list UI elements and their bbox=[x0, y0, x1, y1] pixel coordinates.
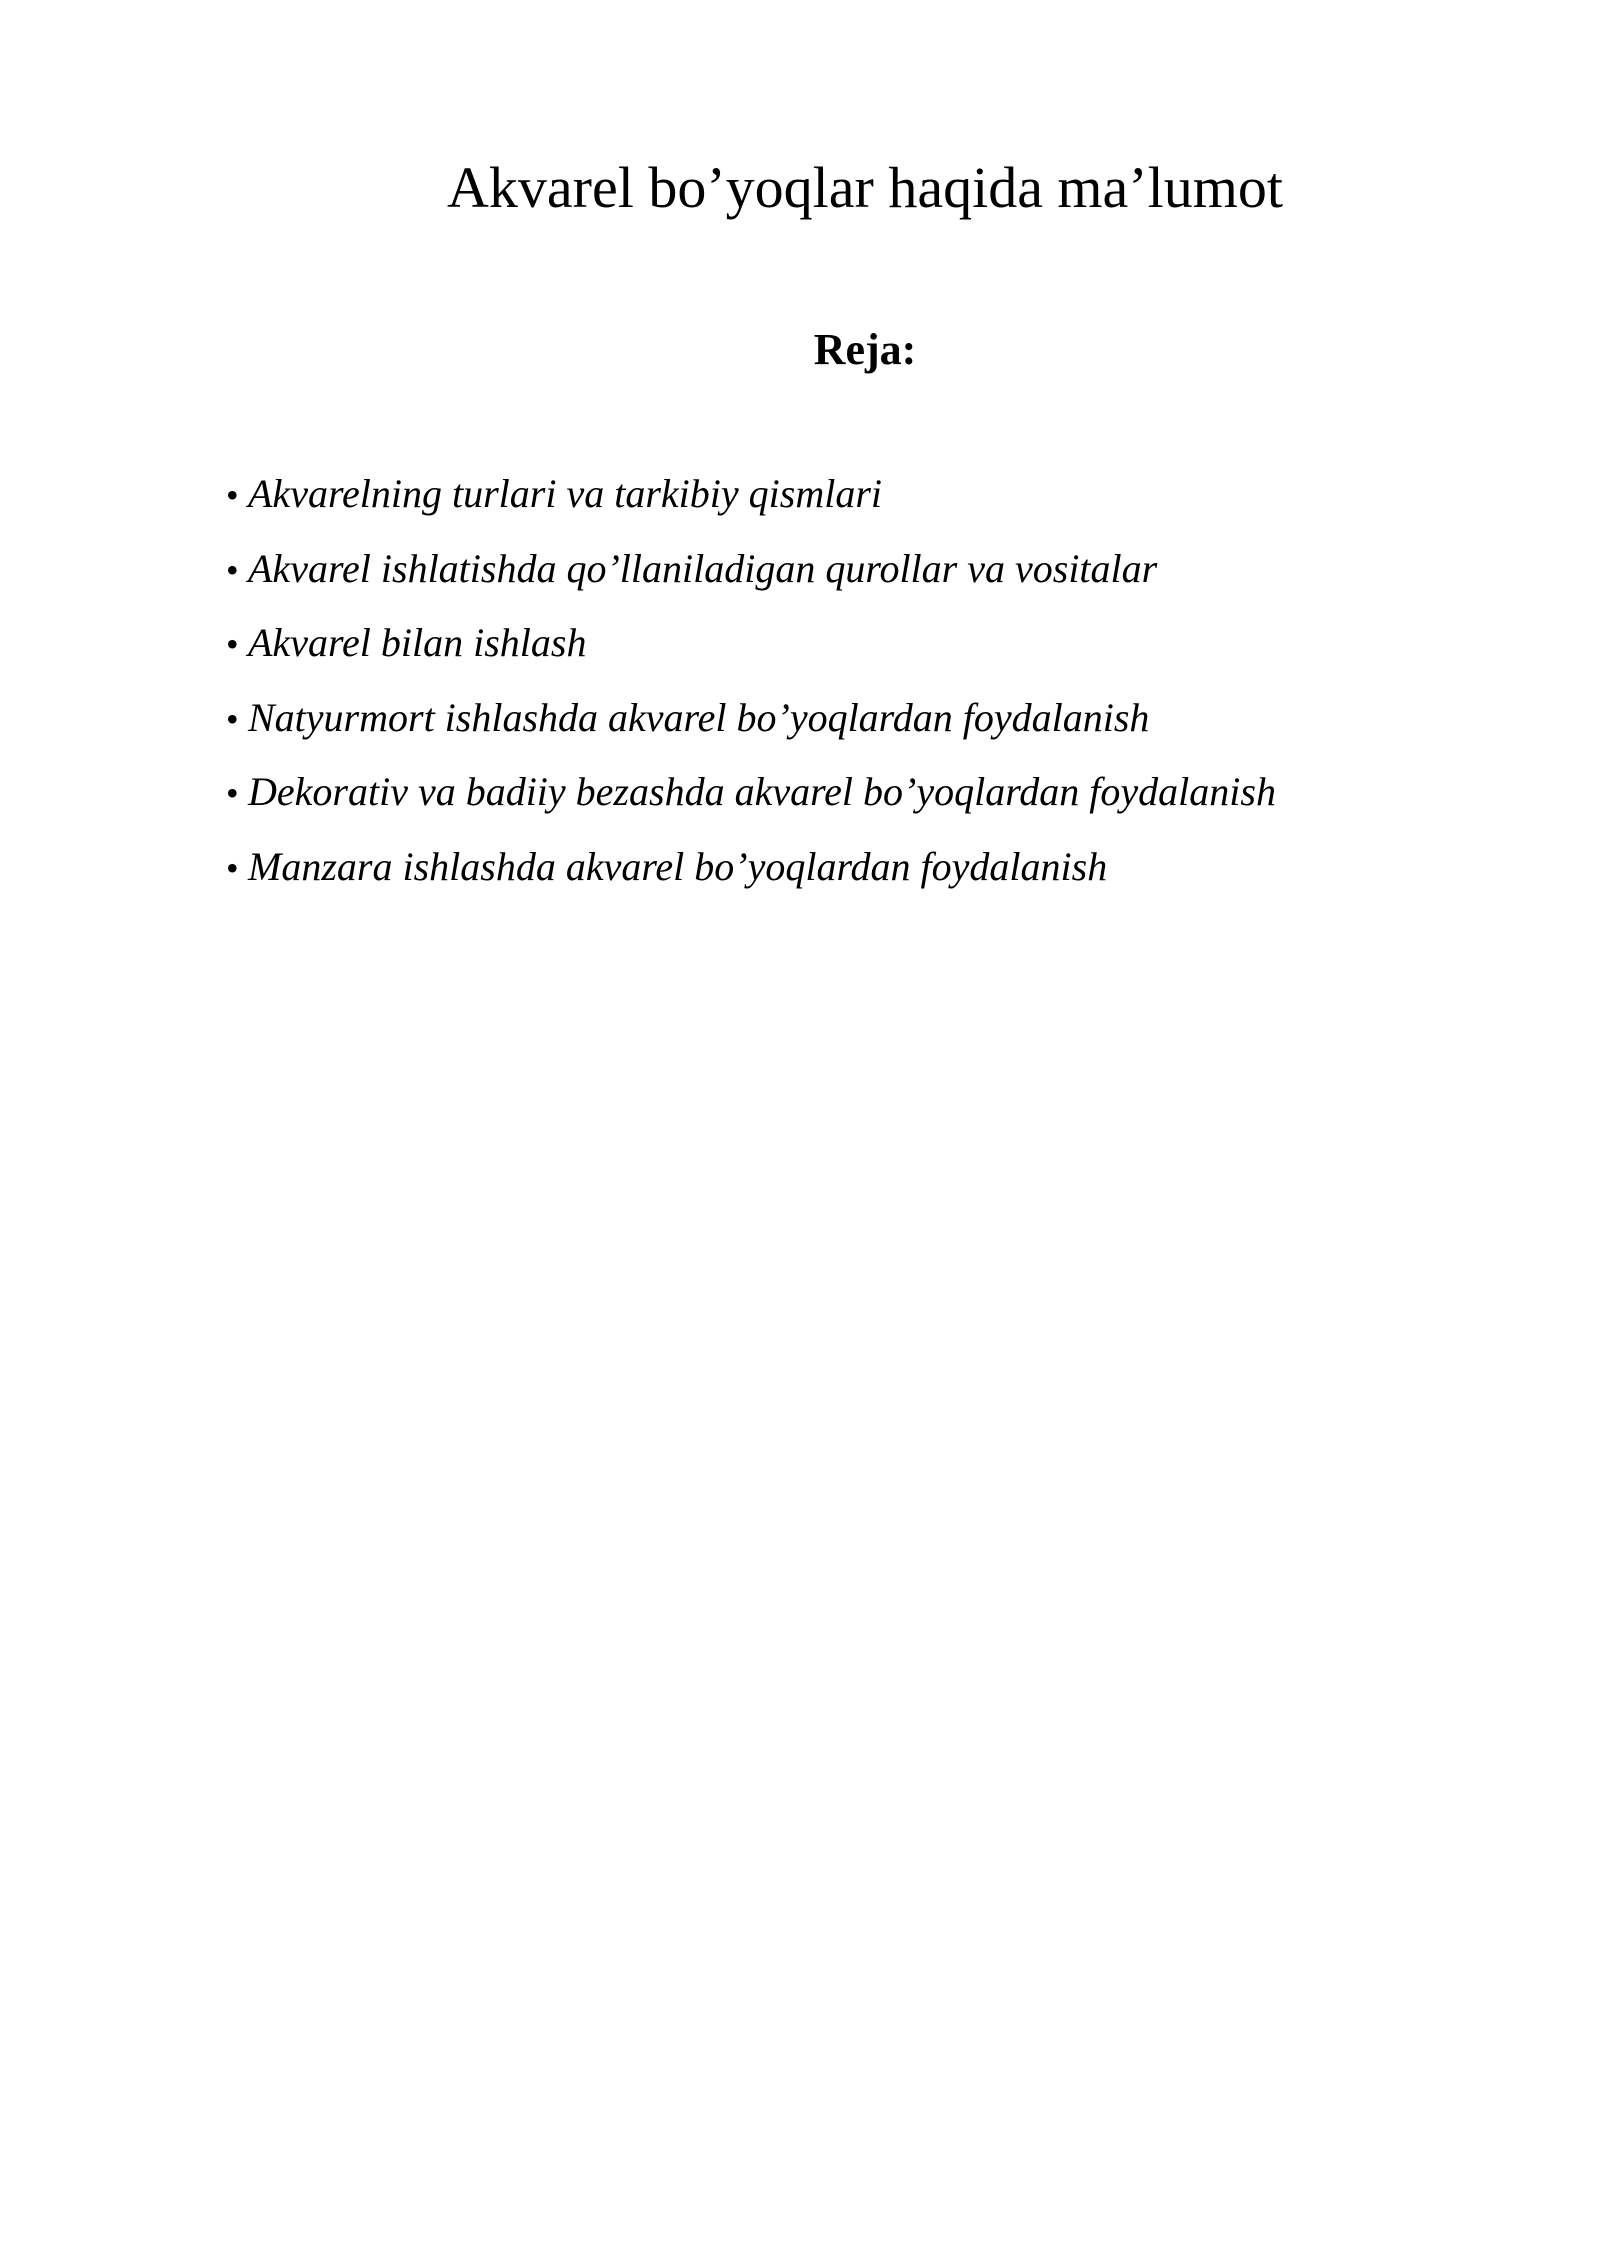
plan-item-text: Dekorativ va badiiy bezashda akvarel bo’yoqlardan foydalanish bbox=[248, 769, 1276, 814]
plan-item-text: Natyurmort ishlashda akvarel bo’yoqlardan foydalanish bbox=[248, 694, 1150, 740]
plan-item-text: Akvarel ishlatishda qo’llaniladigan qurollar va vositalar bbox=[248, 545, 1158, 591]
plan-item bbox=[226, 539, 1526, 614]
bullet-icon: • bbox=[226, 698, 239, 739]
plan-item bbox=[226, 688, 1526, 763]
bullet-icon: • bbox=[226, 624, 239, 664]
bullet-icon: • bbox=[226, 847, 239, 888]
page-title: Akvarel bo’yoqlar haqida ma’lumot bbox=[447, 155, 1283, 220]
plan-item-text: Akvarelning turlari va tarkibiy qismlari bbox=[248, 471, 883, 516]
plan-item bbox=[226, 762, 1526, 837]
plan-item bbox=[226, 464, 1526, 539]
bullet-icon: • bbox=[226, 475, 239, 515]
plan-item bbox=[226, 837, 1526, 912]
plan-list bbox=[226, 464, 1526, 911]
plan-item-text: Akvarel bilan ishlash bbox=[248, 620, 587, 665]
bullet-icon: • bbox=[226, 773, 239, 813]
plan-heading: Reja: bbox=[813, 325, 917, 374]
bullet-icon: • bbox=[226, 549, 239, 590]
plan-item-text: Manzara ishlashda akvarel bo’yoqlardan foydalanish bbox=[248, 843, 1108, 889]
plan-item bbox=[226, 613, 1526, 688]
